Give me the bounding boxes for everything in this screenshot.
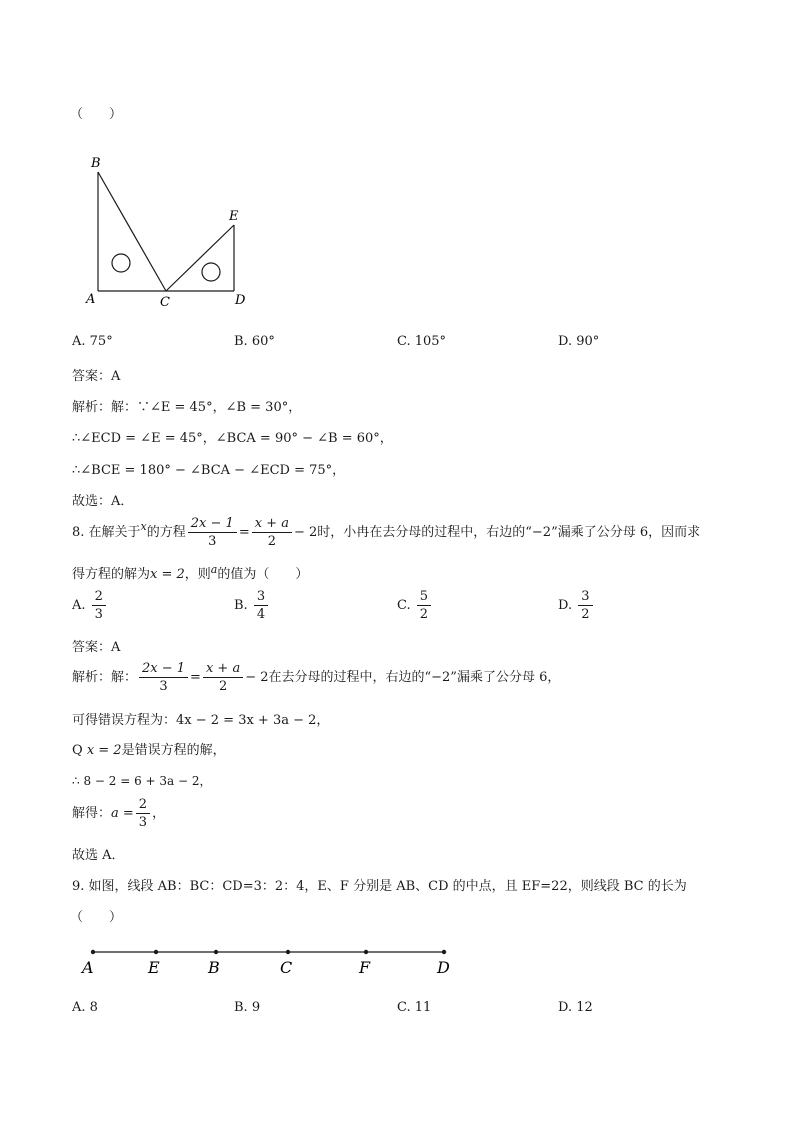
q7-option-b: B. 60° — [234, 334, 275, 349]
q8-x-eq-2: x = 2 — [150, 567, 185, 582]
point-c — [286, 950, 290, 954]
label-e: E — [229, 209, 239, 224]
label-e: E — [148, 958, 160, 977]
fraction-numerator: 3 — [254, 588, 268, 606]
fraction-denominator: 2 — [419, 607, 429, 622]
q8-sol-fraction-right — [203, 660, 243, 695]
q7-answer: 答案：A — [72, 369, 121, 384]
fraction-denominator: 3 — [138, 815, 148, 830]
option-fraction — [417, 588, 431, 623]
fraction-numerator: 2x − 1 — [139, 660, 188, 678]
q7-triangle-figure — [80, 150, 260, 315]
label-a: A — [86, 292, 96, 307]
q8-stem-line2-c: 的值为（ ） — [217, 567, 309, 582]
triangle-hole-left — [112, 254, 130, 272]
fraction-denominator: 4 — [256, 607, 266, 622]
option-fraction — [254, 588, 268, 623]
q8-answer: 答案：A — [72, 640, 121, 655]
q8-var-a: a — [210, 563, 218, 576]
label-d: D — [437, 958, 450, 977]
equals-sign: = — [238, 525, 250, 540]
label-f: F — [359, 958, 371, 977]
label-b: B — [208, 958, 220, 977]
point-b — [214, 950, 218, 954]
fraction-denominator: 3 — [159, 679, 168, 694]
q8-solved-end: ， — [152, 806, 166, 821]
q8-sol-a: 解析：解： — [72, 670, 138, 685]
q7-option-a: A. 75° — [72, 334, 113, 349]
q9-option-c: C. 11 — [397, 1000, 432, 1015]
fraction-denominator: 3 — [94, 607, 103, 622]
fraction-numerator: 5 — [417, 588, 431, 606]
q8-since-expr: x = 2 — [86, 743, 122, 758]
q8-stem-line2-a: 得方程的解为 — [72, 567, 151, 582]
q8-sol-fraction-left — [139, 660, 188, 695]
option-label: C. — [397, 598, 411, 613]
point-a — [91, 950, 95, 954]
q8-minus-2: − 2 — [293, 525, 318, 540]
q8-therefore-line: ∴ 8 − 2 = 6 + 3a − 2， — [72, 774, 212, 788]
q9-stem: 9. 如图，线段 AB：BC：CD=3：2：4，E、F 分别是 AB、CD 的中点，且 EF=22，则线段 BC 的长为 — [72, 879, 687, 894]
q8-stem-line-2 — [72, 563, 308, 582]
q7-conclusion: 故选：A． — [72, 494, 134, 509]
equals-sign: = — [190, 670, 201, 685]
q8-conclusion: 故选 A． — [72, 848, 125, 863]
label-d: D — [235, 293, 246, 308]
q7-option-c: C. 105° — [397, 334, 447, 349]
q9-option-a: A. 8 — [72, 1000, 98, 1015]
fraction-numerator: x + a — [203, 660, 243, 678]
q9-blank: （ ） — [70, 910, 123, 925]
q8-option-d — [558, 588, 595, 623]
q7-option-d: D. 90° — [558, 334, 600, 349]
q8-sol-b: 在去分母的过程中，右边的“−2”漏乘了公分母 6， — [268, 670, 561, 685]
q9-line-segment-figure — [75, 940, 465, 980]
q8-since-line — [72, 739, 226, 758]
q8-wrong-equation: 可得错误方程为：4x − 2 = 3x + 3a − 2， — [72, 713, 330, 728]
q9-option-b: B. 9 — [234, 1000, 261, 1015]
fraction-numerator: x + a — [252, 515, 292, 533]
q8-since-symbol: Q — [72, 743, 83, 758]
q8-stem-a: 8. 在解关于 — [72, 525, 141, 540]
q8-solved-fraction — [136, 796, 150, 831]
q8-solved-lhs: a = — [111, 806, 134, 821]
fraction-numerator: 3 — [578, 588, 592, 606]
q7-solution-line-2: ∴∠ECD = ∠E = 45°，∠BCA = 90° − ∠B = 60°， — [72, 431, 393, 446]
point-f — [364, 950, 368, 954]
label-a: A — [82, 958, 94, 977]
q7-solution-line-3: ∴∠BCE = 180° − ∠BCA − ∠ECD = 75°， — [72, 463, 346, 478]
q8-option-c — [397, 588, 433, 623]
q8-solution-line-1 — [72, 660, 560, 695]
fraction-numerator: 2x − 1 — [188, 515, 237, 533]
segment-bc — [98, 172, 166, 291]
triangle-hole-right — [202, 263, 220, 281]
q8-solved-label: 解得： — [72, 806, 112, 821]
fraction-denominator: 2 — [267, 534, 276, 549]
option-label: B. — [234, 598, 248, 613]
fraction-denominator: 2 — [218, 679, 228, 694]
option-label: A. — [72, 598, 86, 613]
q8-fraction-left — [188, 515, 237, 550]
q7-solution-line-1: 解析：解：∵∠E = 45°，∠B = 30°， — [72, 400, 302, 415]
q8-option-b — [234, 588, 270, 623]
fraction-denominator: 2 — [581, 607, 590, 622]
q8-fraction-right — [252, 515, 292, 550]
fraction-numerator: 2 — [136, 796, 150, 814]
point-d — [442, 950, 446, 954]
option-fraction — [578, 588, 592, 623]
option-label: D. — [558, 598, 573, 613]
q8-option-a — [72, 588, 108, 623]
label-b: B — [91, 156, 101, 171]
label-c: C — [280, 958, 293, 977]
fraction-numerator: 2 — [92, 588, 106, 606]
q8-stem-c: 时，小冉在去分母的过程中，右边的“−2”漏乘了公分母 6，因而求 — [317, 525, 701, 540]
point-e — [154, 950, 158, 954]
q9-option-d: D. 12 — [558, 1000, 593, 1015]
q8-stem-line2-b: ，则 — [184, 567, 211, 582]
q8-stem-b: 的方程 — [146, 525, 186, 540]
label-c: C — [160, 295, 170, 310]
option-fraction — [92, 588, 106, 623]
q8-stem-line-1 — [72, 515, 700, 550]
fraction-denominator: 3 — [208, 534, 217, 549]
q8-sol-minus-2: − 2 — [245, 670, 269, 685]
q8-var-x: x — [140, 520, 147, 533]
q7-blank: （ ） — [70, 107, 123, 122]
q8-since-text: 是错误方程的解， — [121, 743, 226, 758]
segment-ce — [166, 225, 234, 291]
q8-solved-line — [72, 796, 165, 831]
